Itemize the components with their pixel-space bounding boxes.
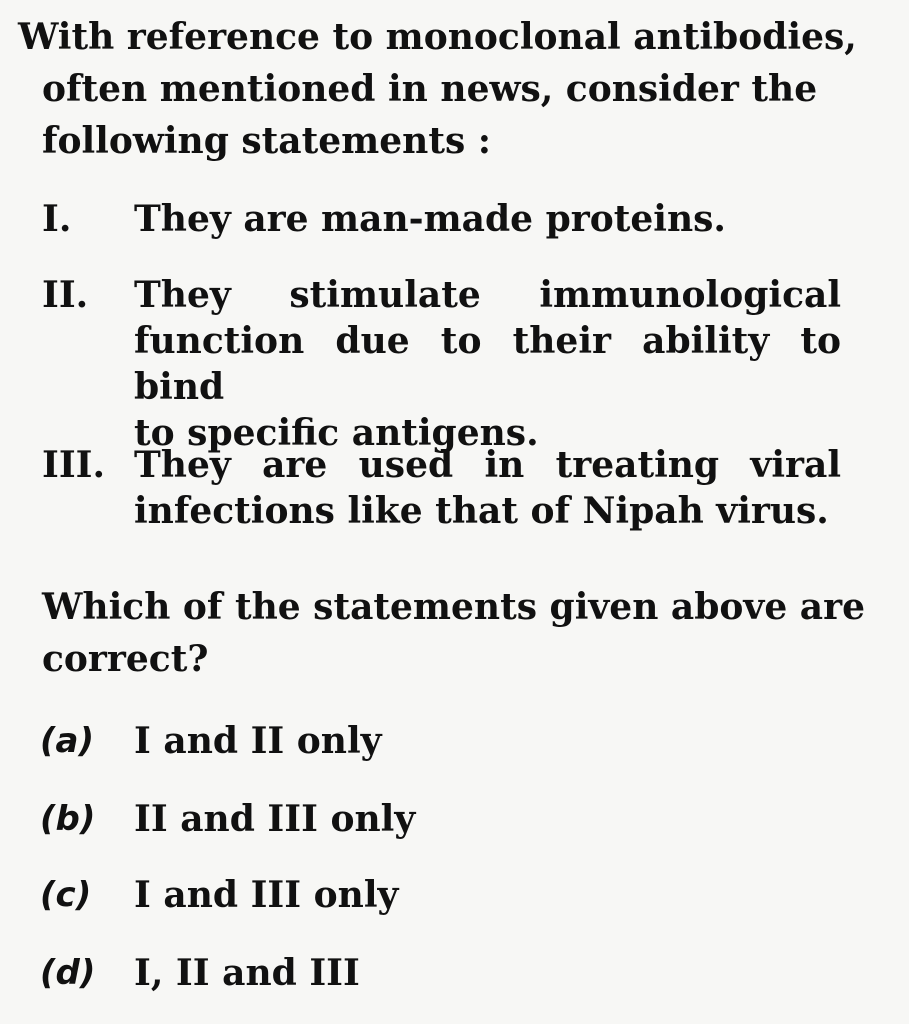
statement-3-number: III. (42, 444, 106, 486)
question-line-1: With reference to monoclonal antibodies, (18, 16, 857, 58)
statement-2-text (134, 272, 841, 456)
option-b-label: (b) (40, 799, 96, 839)
question-line-2: often mentioned in news, consider the (42, 68, 818, 110)
statement-1-text (134, 196, 841, 242)
option-a-label: (a) (40, 721, 95, 761)
option-a-text: I and II only (134, 720, 382, 762)
prompt-line-2: correct? (42, 638, 209, 680)
statement-2-line-1: They stimulate immunological (134, 274, 841, 316)
statement-1-number: I. (42, 198, 72, 240)
option-c-text: I and III only (134, 874, 399, 916)
statement-3-line-2: infections like that of Nipah virus. (134, 490, 829, 532)
statement-1-line-1: They are man-made proteins. (134, 198, 726, 240)
prompt-line-1: Which of the statements given above are (42, 586, 865, 628)
statement-2-number: II. (42, 274, 89, 316)
option-b-text: II and III only (134, 798, 416, 840)
statement-2-line-2: function due to their ability to bind (134, 320, 841, 408)
question-line-3: following statements : (42, 120, 492, 162)
statement-2-line-3: to specific antigens. (134, 412, 539, 454)
statement-3-line-1: They are used in treating viral (134, 444, 841, 486)
option-c-label: (c) (40, 875, 92, 915)
option-d-label: (d) (40, 953, 96, 993)
option-d-text: I, II and III (134, 952, 360, 994)
statement-3-text (134, 442, 841, 534)
